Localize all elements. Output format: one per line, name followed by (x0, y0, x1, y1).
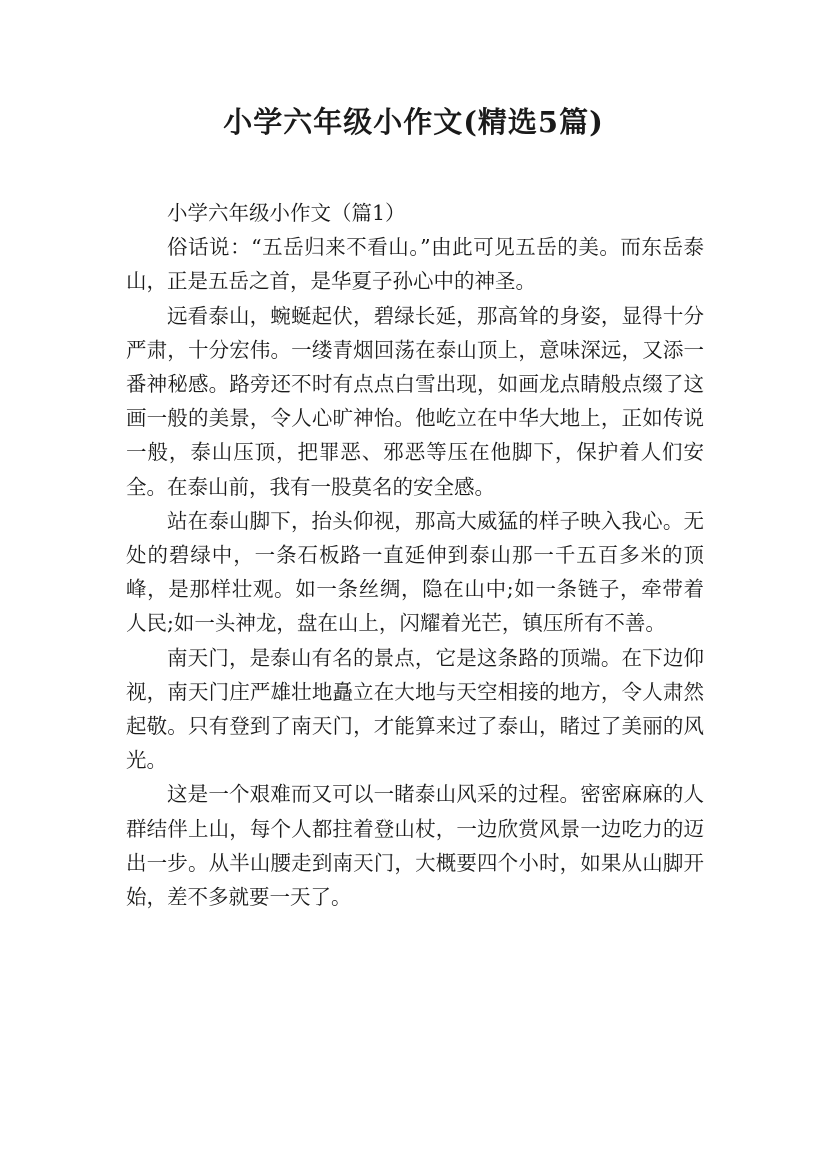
paragraph: 俗话说：“五岳归来不看山。”由此可见五岳的美。而东岳泰山，正是五岳之首，是华夏子孙心中的神圣。 (126, 235, 704, 294)
section-heading: 小学六年级小作文（篇1） (167, 201, 406, 225)
paragraph: 站在泰山脚下，抬头仰视，那高大威猛的样子映入我心。无处的碧绿中，一条石板路一直延伸到泰山那一千五百多米的顶峰，是那样壮观。如一条丝绸，隐在山中;如一条链子，牵带着人民;如一头神龙，盘在山上，闪耀着光芒，镇压所有不善。 (126, 508, 704, 636)
paragraph: 这是一个艰难而又可以一睹泰山风采的过程。密密麻麻的人群结伴上山，每个人都拄着登山杖，一边欣赏风景一边吃力的迈出一步。从半山腰走到南天门，大概要四个小时，如果从山脚开始，差不多就要一天了。 (126, 782, 704, 910)
paragraph: 南天门，是泰山有名的景点，它是这条路的顶端。在下边仰视，南天门庄严雄壮地矗立在大地与天空相接的地方，令人肃然起敬。只有登到了南天门，才能算来过了泰山，睹过了美丽的风光。 (126, 645, 704, 773)
document-body (126, 196, 704, 914)
document-title: 小学六年级小作文(精选5篇) (223, 105, 604, 139)
paragraph: 远看泰山，蜿蜒起伏，碧绿长延，那高耸的身姿，显得十分严肃，十分宏伟。一缕青烟回荡在泰山顶上，意味深远，又添一番神秘感。路旁还不时有点点白雪出现，如画龙点睛般点缀了这画一般的美景，令人心旷神怡。他屹立在中华大地上，正如传说一般，泰山压顶，把罪恶、邪恶等压在他脚下，保护着人们安全。在泰山前，我有一股莫名的安全感。 (126, 303, 704, 499)
